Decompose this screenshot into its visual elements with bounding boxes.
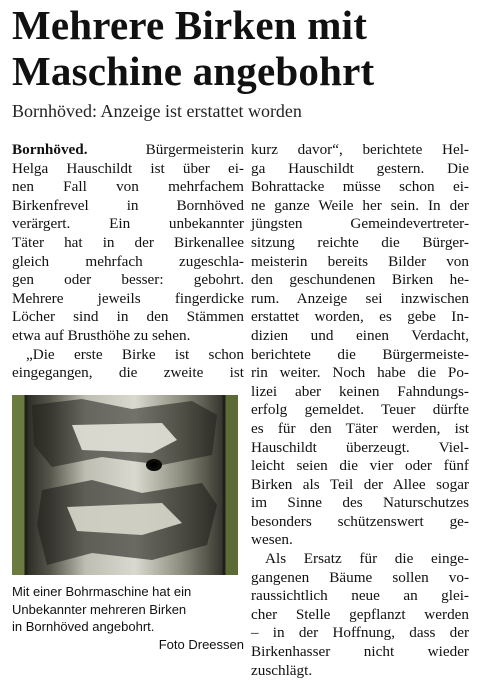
article-line: gen oder besser: gebohrt.: [12, 271, 244, 289]
caption-line: Unbekannter mehreren Birken: [12, 601, 187, 617]
article-line: Als Ersatz für die einge-: [265, 550, 469, 568]
headline-line-2: Maschine angebohrt: [12, 48, 375, 94]
article-line: [12, 141, 244, 160]
article-line: Bohrattacke müsse schon ei-: [251, 178, 469, 196]
caption-line: Mit einer Bohrmaschine hat ein: [12, 584, 192, 599]
article-line: es für den Täter werden, ist: [251, 419, 469, 437]
article-line: cher Stelle gepflanzt werden: [251, 605, 469, 623]
article-line: im Sinne des Naturschutzes: [251, 494, 469, 512]
article-line: dizien und einen Verdacht,: [251, 326, 469, 344]
article-line: nen Fall von mehrfachem: [12, 178, 244, 196]
article-line: Täter hat in der Birkenallee: [12, 233, 244, 251]
article-line: Birkenfrevel in Bornhöved: [12, 196, 244, 214]
article-left-column: [12, 141, 244, 383]
article-line: Birkenhasser nicht wieder: [251, 643, 469, 661]
article-line: – in der Hoffnung, dass der: [251, 624, 469, 642]
article-line: Mehrere jeweils fingerdicke: [12, 289, 244, 307]
article-line: den geschundenen Birken he-: [251, 271, 469, 289]
article-line: eingegangen, die zweite ist: [12, 364, 244, 382]
article-line-text: Bürgermeisterin: [87, 141, 244, 158]
article-line: verärgert. Ein unbekannter: [12, 215, 244, 233]
caption-line: in Bornhöved angebohrt.: [12, 619, 155, 634]
article-line: „Die erste Birke ist schon: [26, 345, 244, 363]
subheadline: Bornhöved: Anzeige ist erstattet worden: [12, 101, 302, 121]
article-line: etwa auf Brusthöhe zu sehen.: [12, 326, 191, 344]
article-right-column: [251, 141, 469, 680]
article-line: Hauschildt überzeugt. Viel-: [251, 438, 469, 456]
article-line: sitzung reichte die Bürger-: [251, 233, 469, 251]
photo-credit: Foto Dreessen: [158, 636, 244, 652]
article-line: rin weiter. Noch habe die Po-: [251, 364, 469, 382]
article-line: kurz davor“, berichtete Hel-: [251, 141, 469, 158]
headline: [12, 2, 470, 94]
article-line: erfolg gemeldet. Teuer dürfte: [251, 401, 469, 419]
article-line: wesen.: [251, 531, 293, 549]
article-line: lizei aber keinen Fahndungs-: [251, 382, 469, 400]
article-line: leicht seien die vier oder fünf: [251, 457, 469, 475]
article-line: erstattet worden, es gebe In-: [251, 308, 469, 326]
article-line: ne ganze Weile her sein. In der: [251, 196, 469, 214]
article-line: Birken als Teil der Allee sogar: [251, 475, 469, 493]
article-line: gleich mehrfach zugeschla-: [12, 252, 244, 270]
birch-trunk-photo: [12, 395, 238, 575]
article-line: gangenen Bäume sollen vo-: [251, 568, 469, 586]
article-line: ga Hauschildt gestern. Die: [251, 159, 469, 177]
article-line: Löcher sind in den Stämmen: [12, 308, 244, 326]
birch-bark-image: [12, 395, 238, 575]
article-line: raussichtlich neue an glei-: [251, 587, 469, 605]
article-line: besonders schützenswert ge-: [251, 512, 469, 530]
article-line: meisterin bereits Bilder von: [251, 252, 469, 270]
photo-caption: [12, 583, 244, 653]
article-line: berichtete die Bürgermeiste-: [251, 345, 469, 363]
article-line: Helga Hauschildt ist über ei-: [12, 159, 244, 177]
dateline: Bornhöved.: [12, 141, 88, 158]
article-line: jüngsten Gemeindevertreter-: [251, 215, 469, 233]
headline-line-1: Mehrere Birken mit: [12, 2, 368, 48]
article-line: rum. Anzeige sei inzwischen: [251, 289, 469, 307]
article-line: zuschlägt.: [251, 661, 313, 679]
